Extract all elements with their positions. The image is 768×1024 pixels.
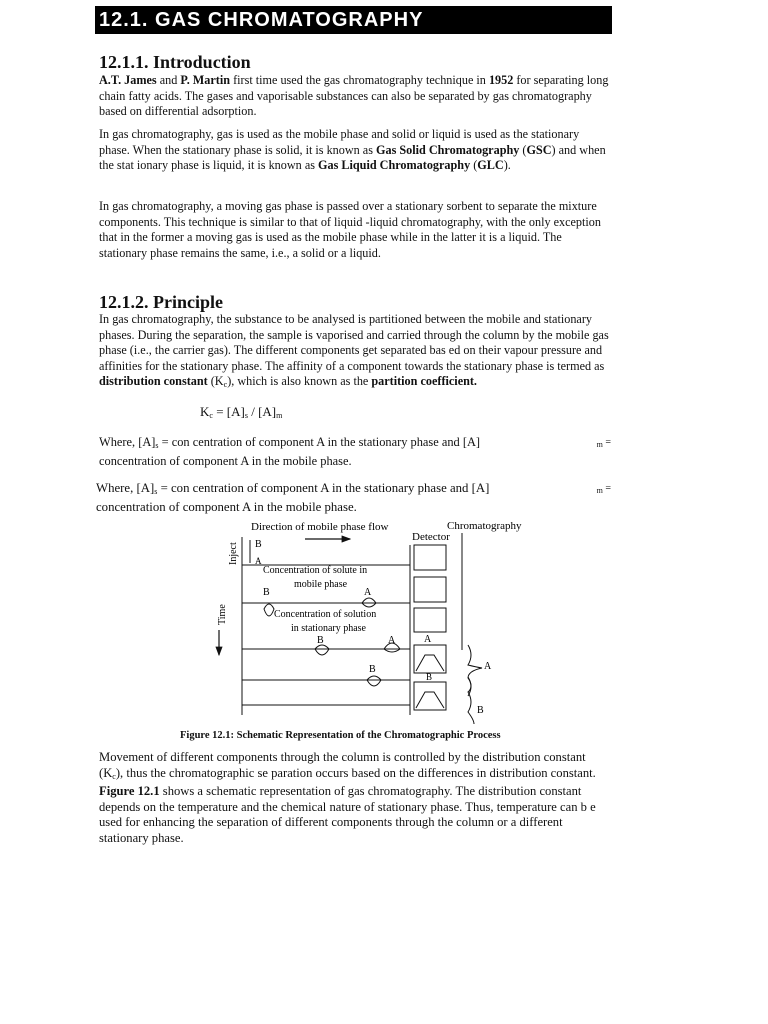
intro-paragraph-1 — [99, 73, 611, 120]
flow-label: Direction of mobile phase flow — [251, 521, 389, 533]
mobile-label-1: Concentration of solute in — [263, 565, 368, 576]
formula-k: K — [200, 404, 210, 419]
where2-sub-s: s — [154, 487, 158, 496]
intro-text-b: for separating long chain fatty acids. The gases and vaporisable substances can also be separated by gas chromatography based on differential adsorption. — [99, 73, 609, 118]
row3-label-b: B — [317, 635, 324, 646]
term-glc: Gas Liquid Chromatography — [318, 158, 471, 172]
chromatography-label: Chromatography — [447, 520, 522, 532]
figure-caption: Figure 12.1: Schematic Representation of the Chromatographic Process — [180, 730, 501, 741]
detector-box-2 — [414, 577, 446, 602]
intro-text-a: first time used the gas chromatography technique in — [230, 73, 489, 87]
row2-label-b: B — [263, 587, 270, 598]
where1-b: = con centration of component A in the stationary phase and [A] — [158, 435, 481, 449]
text-and: and — [156, 73, 181, 87]
stationary-label-2: in stationary phase — [291, 623, 366, 634]
row3-label-a: A — [388, 635, 396, 646]
inject-label: Inject — [228, 542, 239, 565]
detector-box-5 — [414, 682, 446, 710]
principle-text-a: In gas chromatography, the substance to be analysed is partitioned between the mobile and stationary phases. During the separation, the sample is vaporised and carried through the column by the mobile gas phase (i.e., the carrier gas). The different components get separated bas ed on their vapour pressure and affinities for the stationary phase. The affinity of a component towards the stationary phase is termed as — [99, 312, 609, 373]
inject-label-a: A — [255, 556, 262, 566]
peak-b-spread — [264, 604, 274, 616]
detector-box-3 — [414, 608, 446, 632]
detector-box-1 — [414, 545, 446, 570]
row4-label-b: B — [369, 664, 376, 675]
term-gsc: Gas Solid Chromatography — [376, 142, 520, 157]
name-martin: P. Martin — [180, 73, 231, 87]
chromatography-figure — [0, 515, 768, 735]
detector-label-a: A — [424, 634, 432, 645]
figure-reference: Figure 12.1 — [99, 784, 160, 798]
principle-paragraph — [99, 312, 611, 393]
abbr-gsc: GSC — [526, 142, 552, 157]
where-definition-2 — [96, 481, 611, 515]
brace-b — [468, 677, 474, 724]
where2-b: = con centration of component A in the stationary phase and [A] — [157, 481, 490, 495]
name-james: A.T. James — [99, 73, 157, 87]
term-partition-coefficient: partition coefficient. — [371, 374, 477, 388]
closing-b: ), thus the chromatographic se paration occurs based on the differences in distribution constant. — [115, 765, 596, 780]
brace-label-a: A — [484, 661, 492, 672]
inject-label-b: B — [255, 539, 262, 550]
section-heading-principle: 12.1.2. Principle — [99, 292, 223, 312]
closing-a: Movement of different components through the column is controlled by the distribution constant (K — [99, 750, 586, 780]
mobile-label-2: mobile phase — [294, 579, 348, 590]
subscript-c: c — [223, 380, 228, 389]
year: 1952 — [488, 73, 514, 87]
where2-a: Where, [A] — [96, 481, 155, 495]
where2-d: concentration of component A in the mobile phase. — [96, 499, 357, 514]
formula-sub-m: m — [276, 411, 283, 420]
intro-paragraph-3: In gas chromatography, a moving gas phase is passed over a stationary sorbent to separate the mixture components. This technique is similar to that of liquid -liquid chromatography, with the only exception that in the former a moving gas is used as the mobile phase while in the latter it is a liquid. The stationary phase remains the same, i.e., a solid or a liquid. — [99, 199, 601, 260]
formula-mid: = [A] — [212, 404, 245, 419]
peak-b-row4 — [367, 676, 381, 686]
detector-box-4 — [414, 645, 446, 673]
time-label: Time — [217, 604, 228, 625]
abbr-glc: GLC — [477, 158, 504, 172]
term-distribution-constant: distribution constant — [99, 374, 208, 388]
intro-p2-text-b: and when the stat ionary phase is liquid, it is known as — [99, 142, 606, 172]
formula-sub-s: s — [244, 411, 248, 420]
where1-d: concentration of component A in the mobile phase. — [99, 453, 352, 468]
stationary-label-1: Concentration of solution — [274, 609, 377, 620]
where1-c: = — [602, 437, 611, 448]
formula-sub-c: c — [209, 411, 213, 420]
closing-sub-c: c — [112, 771, 116, 781]
where1-sub-m: m — [596, 440, 603, 449]
where-definition-1 — [99, 435, 611, 469]
detector-label-b: B — [426, 672, 433, 682]
intro-paragraph-2: In gas chromatography, gas is used as the mobile phase and solid or liquid is used as the stationary phase. When the stationary phase is solid, it is known as Gas Solid Chromatography (GSC) and when the stat ionary phase is liquid, it is known as Gas Liquid Chromatography (GLC). — [99, 127, 606, 172]
detector-label: Detector — [412, 531, 450, 543]
closing-c: shows a schematic representation of gas chromatography. The distribution constant depends on the temperature and the chemical nature of stationary phase. Thus, temperature can b e used for enhancing the separation of different components through the column or a different stationary phase. — [99, 784, 596, 845]
peak-b-row3 — [315, 645, 329, 655]
formula-div: / [A] — [247, 404, 277, 419]
where1-a: Where, [A] — [99, 435, 156, 449]
chapter-title: 12.1. GAS CHROMATOGRAPHY — [95, 6, 612, 34]
where1-sub-s: s — [155, 441, 159, 450]
closing-paragraph — [99, 750, 611, 846]
principle-text-b: (K — [207, 374, 224, 388]
principle-text-c: ), which is also known as the — [227, 374, 372, 388]
intro-p2-text-a: In gas chromatography, gas is used as the mobile phase and solid or liquid is used as the stationary phase. When the stationary phase is solid, it is known as — [99, 127, 580, 157]
section-heading-introduction: 12.1.1. Introduction — [99, 52, 251, 72]
where2-sub-m: m — [596, 486, 603, 495]
formula — [200, 404, 282, 420]
brace-label-b: B — [477, 705, 484, 716]
where2-c: = — [602, 483, 611, 494]
detector-peak-b — [416, 692, 444, 708]
detector-peak-a — [416, 655, 444, 671]
row2-label-a: A — [364, 587, 372, 598]
